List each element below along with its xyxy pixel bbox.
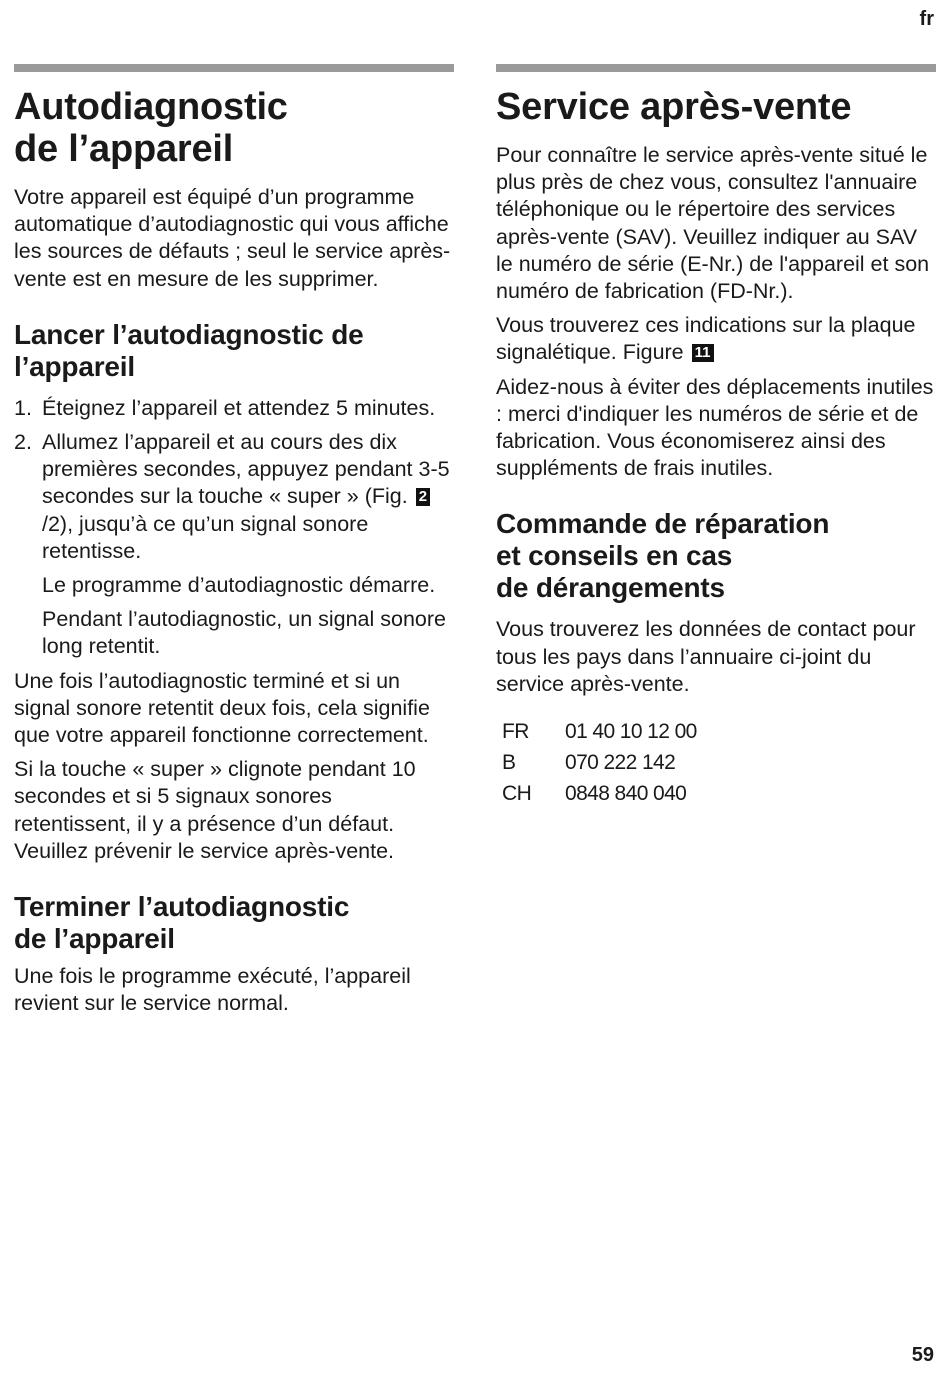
phone-number: 01 40 10 12 00 [565,720,697,744]
phone-number: 0848 840 040 [565,782,687,806]
steps-list [14,395,454,661]
heading-line: de l’appareil [14,923,175,955]
step-result: Pendant l’autodiagnostic, un signal sonore long retentit. [42,607,447,659]
service-paragraph: Aidez-nous à éviter des déplacements inutiles : merci d'indiquer les numéros de série et de fabrication. Vous économiserez ainsi des suppléments de frais inutiles. [496,374,934,481]
left-column [14,64,454,1024]
step-text: Allumez l’appareil et au cours des dix premières secondes, appuyez pendant 3-5 secondes sur la touche « super » (Fig. [42,430,450,509]
end-paragraph: Une fois le programme exécuté, l’appareil revient sur le service normal. [14,964,411,1016]
figure-reference-badge: 2 [416,488,430,506]
right-column [496,64,936,809]
country-code: B [502,751,516,775]
heading-line: de dérangements [496,572,725,604]
step-number: 1. [14,395,32,420]
table-row [502,778,697,809]
repair-paragraph: Vous trouverez les données de contact pour tous les pays dans l’annuaire ci-joint du service après-vente. [496,617,916,696]
heading-line: Terminer l’autodiagnostic [14,891,350,923]
section-rule [496,64,936,72]
paragraph-text: Vous trouverez ces indications sur la plaque signalétique. Figure [496,313,916,365]
launch-heading: Lancer l’autodiagnostic de l’appareil [14,318,364,382]
fault-paragraph: Si la touche « super » clignote pendant 10 secondes et si 5 signaux sonores retentissent, il y a présence d’un défaut. Veuillez prévenir le service après-vente. [14,757,416,863]
title-line: Autodiagnostic [14,86,288,128]
language-label: fr [919,8,934,30]
step-result: Le programme d’autodiagnostic démarre. [42,573,436,598]
success-paragraph: Une fois l’autodiagnostic terminé et si un signal sonore retentit deux fois, cela signifie que votre appareil fonctionne correctement. [14,668,430,748]
step-text-cont: /2), jusqu’à ce qu’un signal sonore retentisse. [42,511,369,563]
step-item [14,429,454,661]
phone-table [502,716,697,809]
title-line: de l’appareil [14,128,234,170]
figure-reference-badge: 11 [692,344,714,362]
section-title-autodiagnostic [14,86,454,170]
end-heading [14,891,454,955]
step-number: 2. [14,430,32,455]
country-code: FR [502,720,529,744]
phone-number: 070 222 142 [565,751,676,775]
repair-heading [496,508,936,604]
table-row [502,747,697,778]
section-rule [14,64,454,72]
heading-line: et conseils en cas [496,540,733,572]
section-title-service: Service après-vente [496,86,852,128]
heading-line: Commande de réparation [496,508,830,540]
step-item [14,395,454,422]
country-code: CH [502,782,532,806]
table-row [502,716,697,747]
page-number: 59 [911,1344,934,1366]
intro-paragraph: Votre appareil est équipé d’un programme automatique d’autodiagnostic qui vous affiche les sources de défauts ; seul le service après-vente est en mesure de les supprimer. [14,185,451,291]
service-paragraph [496,312,936,366]
step-text: Éteignez l’appareil et attendez 5 minutes. [42,395,436,420]
service-paragraph: Pour connaître le service après-vente situé le plus près de chez vous, consultez l'annuaire téléphonique ou le répertoire des services après-vente (SAV). Veuillez indiquer au SAV le numéro de série (E-Nr.) de l'appareil et son numéro de fabrication (FD-Nr.). [496,143,930,304]
